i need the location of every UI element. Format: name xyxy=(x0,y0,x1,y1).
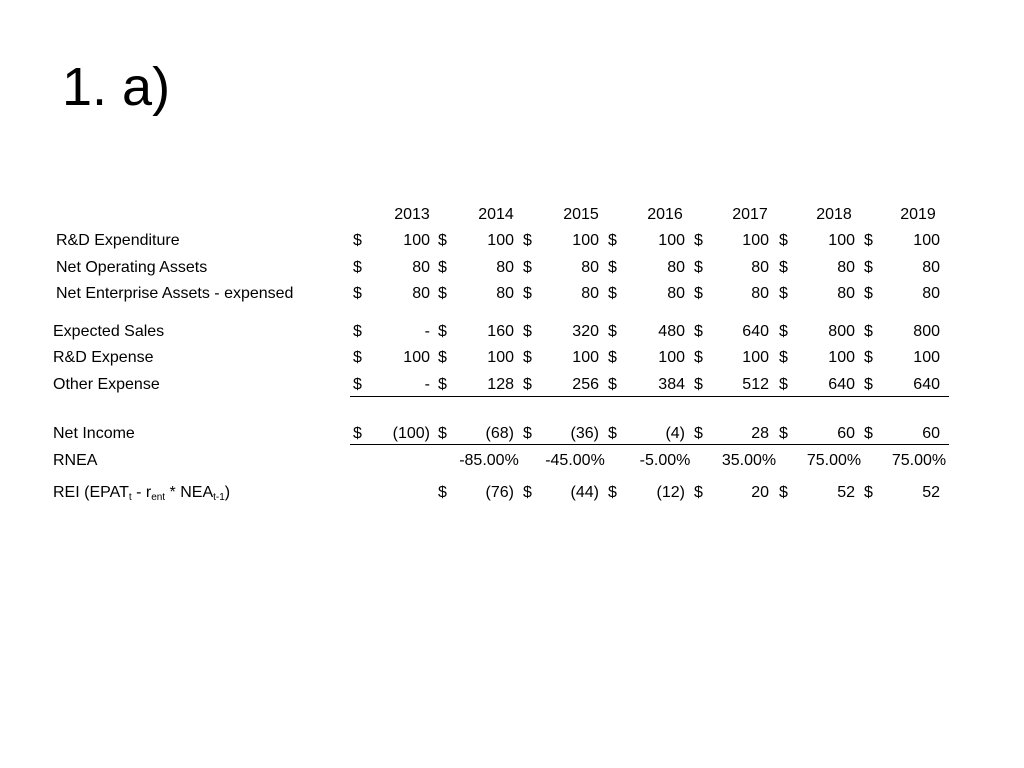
currency-sign: $ xyxy=(523,285,532,302)
cell-value: -85.00% xyxy=(459,452,519,469)
cell-value: 100 xyxy=(828,349,855,366)
currency-sign: $ xyxy=(438,232,447,249)
currency-sign: $ xyxy=(438,323,447,340)
currency-sign: $ xyxy=(779,349,788,366)
currency-sign: $ xyxy=(694,349,703,366)
currency-sign: $ xyxy=(694,376,703,393)
cell-value: 80 xyxy=(837,259,855,276)
cell-value: 80 xyxy=(751,285,769,302)
row-net-enterprise-assets xyxy=(0,283,1024,305)
currency-sign: $ xyxy=(694,285,703,302)
cell-value: 800 xyxy=(913,323,940,340)
underline-other-expense xyxy=(350,396,949,397)
cell-value: 52 xyxy=(837,484,855,501)
currency-sign: $ xyxy=(438,425,447,442)
cell-value: 160 xyxy=(487,323,514,340)
currency-sign: $ xyxy=(523,484,532,501)
currency-sign: $ xyxy=(523,425,532,442)
cell-value: 320 xyxy=(572,323,599,340)
cell-value: 256 xyxy=(572,376,599,393)
cell-value: 100 xyxy=(742,349,769,366)
currency-sign: $ xyxy=(864,349,873,366)
cell-value: 512 xyxy=(742,376,769,393)
currency-sign: $ xyxy=(608,232,617,249)
row-net-operating-assets xyxy=(0,257,1024,279)
currency-sign: $ xyxy=(608,376,617,393)
row-label: Net Operating Assets xyxy=(56,259,208,276)
cell-value: 100 xyxy=(658,349,685,366)
currency-sign: $ xyxy=(608,349,617,366)
currency-sign: $ xyxy=(608,425,617,442)
row-rd-expenditure xyxy=(0,230,1024,252)
row-rei xyxy=(0,482,1024,504)
cell-value: 60 xyxy=(837,425,855,442)
cell-value: (100) xyxy=(392,425,430,442)
label-part: - r xyxy=(131,484,152,501)
cell-value: (12) xyxy=(656,484,685,501)
cell-value: 80 xyxy=(581,285,599,302)
row-label: Expected Sales xyxy=(53,323,165,340)
label-part: * NEA xyxy=(165,484,214,501)
cell-value: 20 xyxy=(751,484,769,501)
currency-sign: $ xyxy=(523,259,532,276)
row-other-expense xyxy=(0,374,1024,396)
cell-value: 80 xyxy=(922,285,940,302)
cell-value: (4) xyxy=(665,425,685,442)
row-label: R&D Expenditure xyxy=(56,232,180,249)
currency-sign: $ xyxy=(694,323,703,340)
cell-value: 80 xyxy=(412,285,430,302)
row-label: RNEA xyxy=(53,452,98,469)
currency-sign: $ xyxy=(864,285,873,302)
cell-value: 100 xyxy=(487,232,514,249)
underline-net-income xyxy=(350,444,949,445)
cell-value: -5.00% xyxy=(639,452,691,469)
cell-value: 28 xyxy=(751,425,769,442)
currency-sign: $ xyxy=(608,484,617,501)
currency-sign: $ xyxy=(864,484,873,501)
cell-value: - xyxy=(424,376,430,393)
currency-sign: $ xyxy=(694,484,703,501)
currency-sign: $ xyxy=(779,376,788,393)
currency-sign: $ xyxy=(779,323,788,340)
currency-sign: $ xyxy=(779,484,788,501)
cell-value: 100 xyxy=(742,232,769,249)
cell-value: (76) xyxy=(485,484,514,501)
currency-sign: $ xyxy=(779,285,788,302)
currency-sign: $ xyxy=(864,323,873,340)
currency-sign: $ xyxy=(779,232,788,249)
currency-sign: $ xyxy=(353,259,362,276)
currency-sign: $ xyxy=(523,349,532,366)
slide-title: 1. a) xyxy=(62,57,171,117)
cell-value: 100 xyxy=(913,232,940,249)
cell-value: 80 xyxy=(667,285,685,302)
cell-value: 75.00% xyxy=(806,452,862,469)
currency-sign: $ xyxy=(694,425,703,442)
row-label xyxy=(53,482,230,504)
currency-sign: $ xyxy=(779,259,788,276)
currency-sign: $ xyxy=(608,259,617,276)
currency-sign: $ xyxy=(353,376,362,393)
cell-value: 35.00% xyxy=(721,452,777,469)
row-rd-expense xyxy=(0,347,1024,369)
year-header-2015: 2015 xyxy=(563,206,599,223)
cell-value: 80 xyxy=(581,259,599,276)
cell-value: 100 xyxy=(403,349,430,366)
cell-value: 80 xyxy=(751,259,769,276)
label-part: REI (EPAT xyxy=(53,484,129,501)
cell-value: 80 xyxy=(496,259,514,276)
year-header-2016: 2016 xyxy=(647,206,683,223)
row-label: Other Expense xyxy=(53,376,160,393)
currency-sign: $ xyxy=(438,285,447,302)
cell-value: 100 xyxy=(403,232,430,249)
cell-value: (68) xyxy=(485,425,514,442)
row-label: Net Income xyxy=(53,425,135,442)
currency-sign: $ xyxy=(864,425,873,442)
cell-value: 800 xyxy=(828,323,855,340)
currency-sign: $ xyxy=(523,232,532,249)
cell-value: 100 xyxy=(572,232,599,249)
currency-sign: $ xyxy=(438,376,447,393)
currency-sign: $ xyxy=(353,425,362,442)
currency-sign: $ xyxy=(608,323,617,340)
cell-value: -45.00% xyxy=(545,452,605,469)
currency-sign: $ xyxy=(523,376,532,393)
cell-value: 60 xyxy=(922,425,940,442)
currency-sign: $ xyxy=(523,323,532,340)
row-net-income xyxy=(0,423,1024,445)
cell-value: 640 xyxy=(742,323,769,340)
cell-value: 100 xyxy=(572,349,599,366)
cell-value: 80 xyxy=(412,259,430,276)
cell-value: 384 xyxy=(658,376,685,393)
currency-sign: $ xyxy=(779,425,788,442)
cell-value: 80 xyxy=(667,259,685,276)
currency-sign: $ xyxy=(353,323,362,340)
cell-value: 640 xyxy=(913,376,940,393)
currency-sign: $ xyxy=(864,232,873,249)
cell-value: 100 xyxy=(487,349,514,366)
currency-sign: $ xyxy=(353,285,362,302)
cell-value: 80 xyxy=(922,259,940,276)
currency-sign: $ xyxy=(608,285,617,302)
label-part: t-1 xyxy=(213,492,225,503)
cell-value: 128 xyxy=(487,376,514,393)
cell-value: 52 xyxy=(922,484,940,501)
cell-value: 75.00% xyxy=(891,452,947,469)
row-label: R&D Expense xyxy=(53,349,154,366)
cell-value: 80 xyxy=(837,285,855,302)
cell-value: 100 xyxy=(913,349,940,366)
cell-value: 80 xyxy=(496,285,514,302)
cell-value: (36) xyxy=(570,425,599,442)
currency-sign: $ xyxy=(864,376,873,393)
row-expected-sales xyxy=(0,321,1024,343)
year-header-2013: 2013 xyxy=(394,206,430,223)
currency-sign: $ xyxy=(353,349,362,366)
currency-sign: $ xyxy=(353,232,362,249)
cell-value: 100 xyxy=(828,232,855,249)
year-header-2014: 2014 xyxy=(478,206,514,223)
currency-sign: $ xyxy=(438,259,447,276)
currency-sign: $ xyxy=(694,259,703,276)
cell-value: (44) xyxy=(570,484,599,501)
label-part: t xyxy=(128,492,132,503)
year-header-row xyxy=(0,204,1024,226)
label-part: ) xyxy=(224,484,231,501)
row-label: Net Enterprise Assets - expensed xyxy=(56,285,294,302)
year-header-2018: 2018 xyxy=(816,206,852,223)
cell-value: - xyxy=(424,323,430,340)
currency-sign: $ xyxy=(694,232,703,249)
year-header-2019: 2019 xyxy=(900,206,936,223)
currency-sign: $ xyxy=(864,259,873,276)
cell-value: 480 xyxy=(658,323,685,340)
row-rnea xyxy=(0,450,1024,472)
year-header-2017: 2017 xyxy=(732,206,768,223)
currency-sign: $ xyxy=(438,349,447,366)
label-part: ent xyxy=(151,492,166,503)
cell-value: 640 xyxy=(828,376,855,393)
currency-sign: $ xyxy=(438,484,447,501)
cell-value: 100 xyxy=(658,232,685,249)
